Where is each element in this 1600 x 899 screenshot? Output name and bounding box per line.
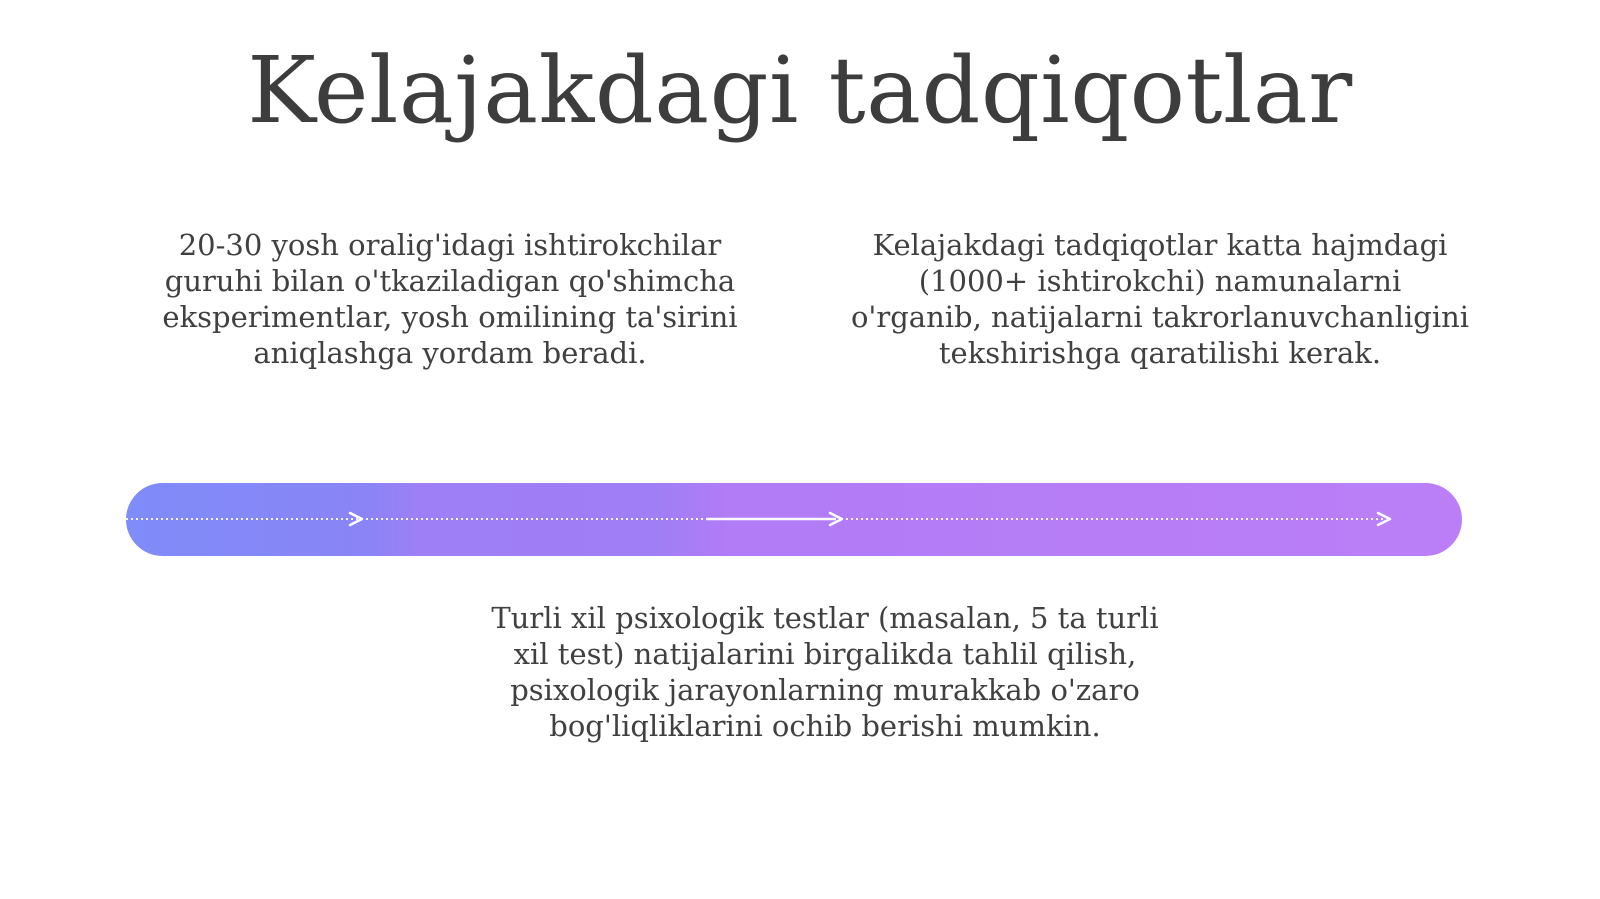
point-left: 20-30 yosh oralig'idagi ishtirokchilar guruhi bilan o'tkaziladigan qo'shimcha eksperimentlar, yosh omilining ta'sirini aniqlashga yordam beradi. <box>162 228 738 370</box>
timeline-bar <box>126 483 1462 556</box>
point-right: Kelajakdagi tadqiqotlar katta hajmdagi (1000+ ishtirokchi) namunalarni o'rganib, natijalarni takrorlanuvchanligini tekshirishga qaratilishi kerak. <box>850 228 1470 370</box>
point-bottom: Turli xil psixologik testlar (masalan, 5 ta turli xil test) natijalarini birgalikda tahlil qilish, psixologik jarayonlarning murakkab o'zaro bog'liqliklarini ochib berishi mumkin. <box>491 601 1159 743</box>
slide-title: Kelajakdagi tadqiqotlar <box>247 37 1353 144</box>
timeline-arrows <box>126 483 1462 556</box>
arrow-right-icon <box>1378 513 1390 525</box>
